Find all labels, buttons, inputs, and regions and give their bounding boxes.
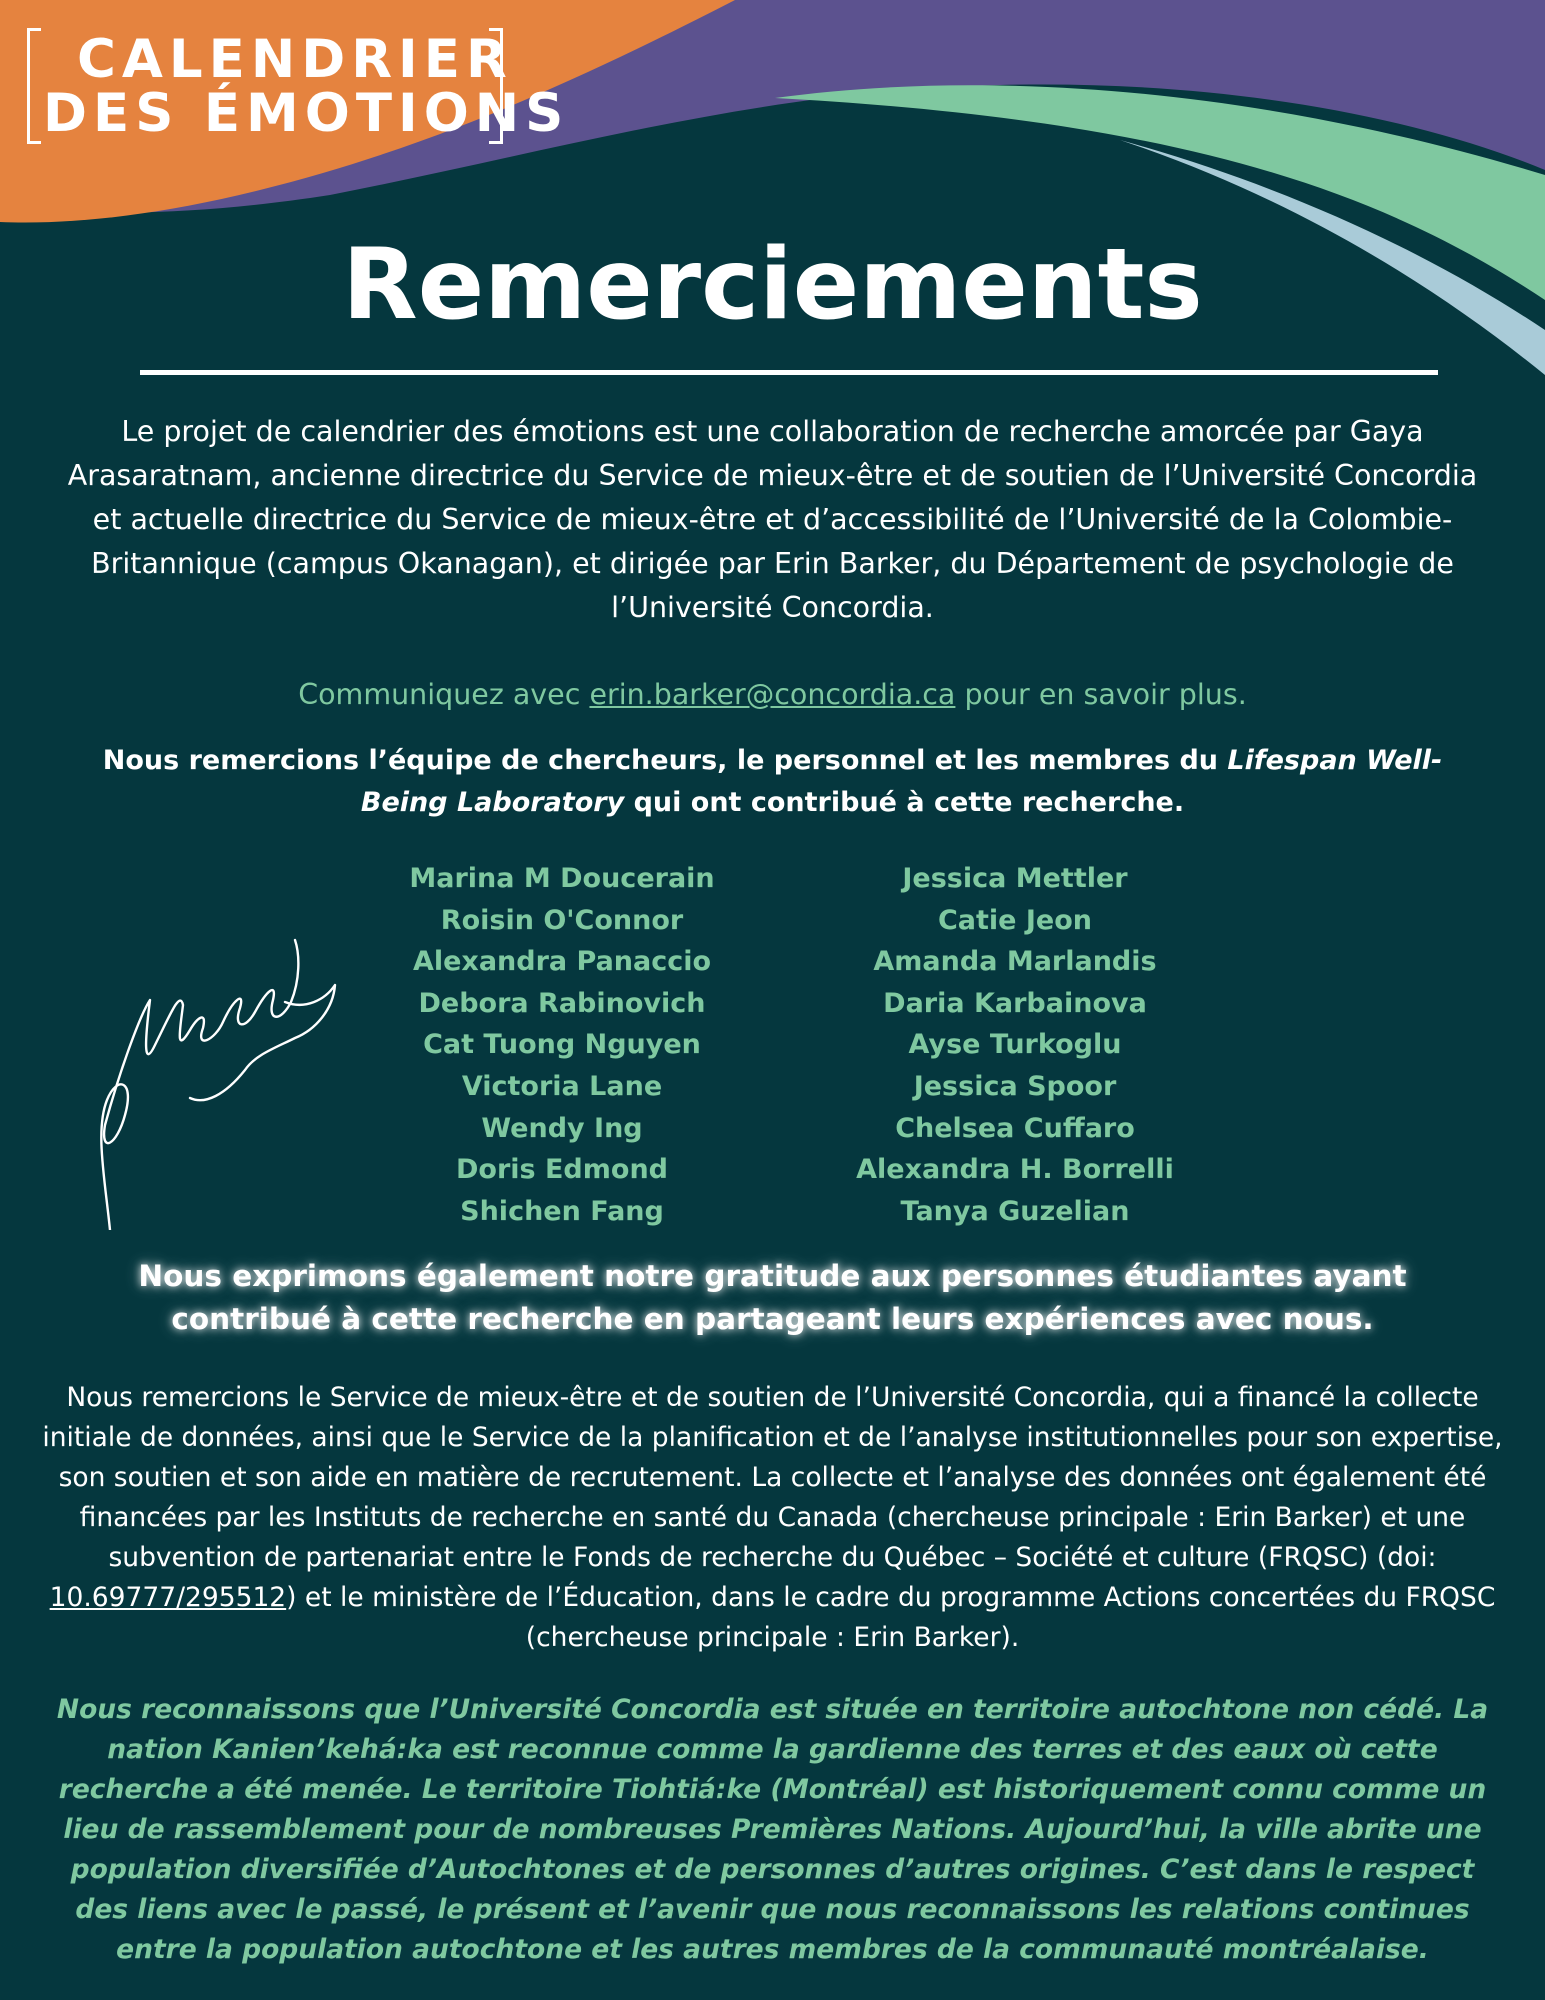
- funding-text-after: ) et le ministère de l’Éducation, dans le cadre du programme Actions concertées du FRQSC (chercheuse principale : Erin Barker).: [286, 1582, 1496, 1653]
- contributor-name: Roisin O'Connor: [440, 904, 684, 936]
- logo-bracket-left: [27, 28, 41, 144]
- contributor-name: Chelsea Cuffaro: [895, 1112, 1135, 1144]
- team-thanks-before: Nous remercions l’équipe de chercheurs, le personnel et les membres du: [102, 745, 1228, 776]
- contributor-name: Victoria Lane: [461, 1070, 663, 1102]
- funding-text-before: Nous remercions le Service de mieux-être et de soutien de l’Université Concordia, qui a financé la collecte initiale de données, ainsi que le Service de la planification et de l’analyse institutionnelles pour son expertise, son soutien et son aide en matière de recrutement. La collecte et l’analyse des données ont également été financées par les Instituts de recherche en santé du Canada (chercheuse principale : Erin Barker) et une subvention de partenariat entre le Fonds de recherche du Québec – Société et culture (FRQSC) (doi:: [42, 1382, 1503, 1573]
- contributor-name: Doris Edmond: [455, 1154, 668, 1186]
- logo-line-1: CALENDRIER: [77, 29, 513, 90]
- contributor-name: Debora Rabinovich: [418, 987, 706, 1019]
- lab-name: Lifespan Well-Being Laboratory: [360, 745, 1443, 818]
- intro-paragraph: Le projet de calendrier des émotions est une collaboration de recherche amorcée par Gaya Arasaratnam, ancienne directrice du Service de mieux-être et de soutien de l’Université Concordia et actuelle directrice du Service de mieux-être et d’accessibilité de l’Université de la Colombie-Britannique (campus Okanagan), et dirigée par Erin Barker, du Département de psychologie de l’Université Concordia.: [67, 415, 1478, 624]
- contributor-name: Daria Karbainova: [883, 987, 1147, 1019]
- contributor-name: Alexandra H. Borrelli: [856, 1154, 1174, 1186]
- contributor-name: Amanda Marlandis: [873, 946, 1157, 978]
- contributor-name: Catie Jeon: [937, 904, 1093, 936]
- contributor-name: Alexandra Panaccio: [412, 946, 712, 978]
- contributors-list-right: [805, 858, 1225, 1232]
- funding-paragraph: [40, 1378, 1505, 1658]
- contributor-name: Marina M Doucerain: [409, 863, 715, 894]
- contributor-name: Jessica Spoor: [913, 1070, 1117, 1102]
- title-divider: [140, 370, 1438, 375]
- contributor-name: Tanya Guzelian: [900, 1195, 1130, 1227]
- contributors-list-left: [352, 858, 772, 1232]
- contact-text-before: Communiquez avec: [298, 678, 590, 711]
- page-title: Remerciements: [342, 228, 1203, 342]
- doi-link[interactable]: 10.69777/295512: [49, 1582, 287, 1613]
- contact-line: [50, 674, 1495, 716]
- contributor-name: Wendy Ing: [481, 1112, 643, 1144]
- calendar-logo: [27, 28, 570, 146]
- contact-text-after: pour en savoir plus.: [955, 678, 1247, 711]
- contributor-name: Shichen Fang: [460, 1195, 664, 1227]
- merci-signature: [95, 930, 355, 1230]
- contributor-name: Jessica Mettler: [902, 863, 1128, 894]
- team-thanks-after: qui ont contribué à cette recherche.: [624, 787, 1185, 818]
- land-acknowledgement-paragraph: Nous reconnaissons que l’Université Concordia est située en territoire autochtone non cédé. La nation Kanien’kehá:ka est reconnue comme la gardienne des terres et des eaux où cette recherche a été menée. Le territoire Tiohtiá:ke (Montréal) est historiquement connu comme un lieu de rassemblement pour de nombreuses Premières Nations. Aujourd’hui, la ville abrite une population diversifiée d’Autochtones et de personnes d’autres origines. C’est dans le respect des liens avec le passé, le présent et l’avenir que nous reconnaissons les relations continues entre la population autochtone et les autres membres de la communauté montréalaise.: [56, 1694, 1489, 1965]
- student-gratitude-paragraph: Nous exprimons également notre gratitude aux personnes étudiantes ayant contribué à cette recherche en partageant leurs expériences avec nous.: [138, 1259, 1407, 1336]
- logo-line-2: DES ÉMOTIONS: [43, 83, 570, 144]
- contributor-name: Ayse Turkoglu: [908, 1029, 1122, 1061]
- logo-bracket-right: [489, 28, 503, 144]
- team-thanks-paragraph: [60, 740, 1485, 824]
- contact-email-link[interactable]: erin.barker@concordia.ca: [589, 678, 956, 711]
- contributor-name: Cat Tuong Nguyen: [423, 1029, 701, 1061]
